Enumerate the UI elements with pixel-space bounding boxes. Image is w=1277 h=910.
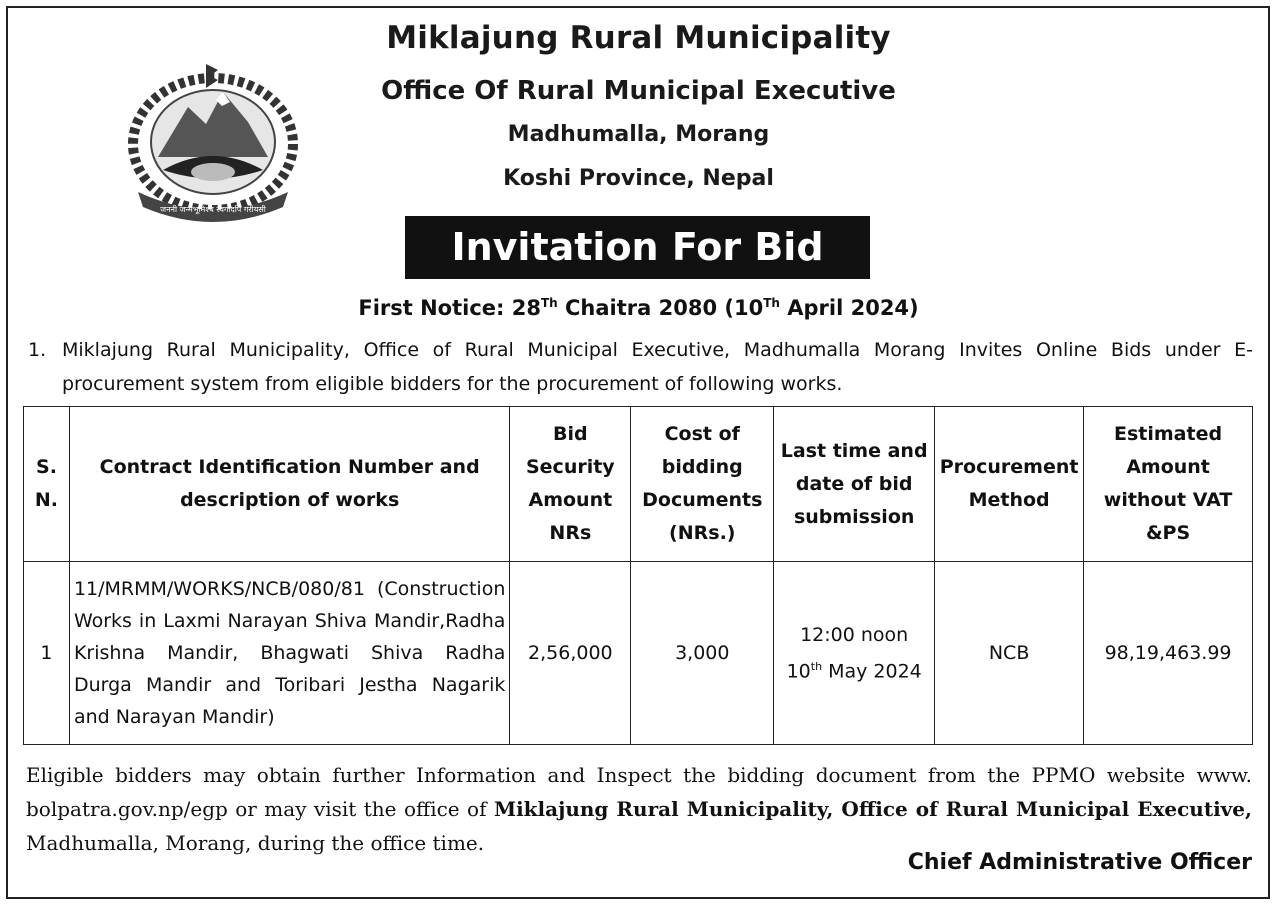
cell-bid-security: 2,56,000 [510, 562, 631, 745]
bid-table [23, 406, 1253, 745]
header-cost: Cost of bidding Documents (NRs.) [631, 407, 774, 562]
cell-cost: 3,000 [631, 562, 774, 745]
footer-office-name: Miklajung Rural Municipality, Office of Rural Municipal Executive, [493, 797, 1252, 821]
location-line: Madhumalla, Morang [507, 122, 770, 147]
header-description: Contract Identification Number and description of works [69, 407, 509, 562]
province-line: Koshi Province, Nepal [503, 166, 774, 191]
cell-estimated: 98,19,463.99 [1084, 562, 1253, 745]
emblem-motto: जननी जन्मभूमिश्च स्वर्गादपि गरीयसी [160, 205, 266, 214]
signature-title: Chief Administrative Officer [907, 850, 1252, 875]
cell-last-time: 12:00 noon 10th May 2024 [774, 562, 935, 745]
footer-paragraph: Eligible bidders may obtain further Information and Inspect the bidding document from the PPMO website www. bolpatra.gov.np/egp or may visit the office of Miklajung Rural Municipality, Office of Rural Municipal Executive, Madhumalla, Morang, during the office time. [26, 763, 1252, 855]
table-header-row [24, 407, 1253, 562]
invitation-banner: Invitation For Bid [405, 216, 870, 279]
table-row [24, 562, 1253, 745]
header-method: Procurement Method [935, 407, 1084, 562]
cell-method: NCB [935, 562, 1084, 745]
intro-paragraph [28, 333, 1253, 401]
header-bid-security: Bid Security Amount NRs [510, 407, 631, 562]
intro-text: Miklajung Rural Municipality, Office of Rural Municipal Executive, Madhumalla Morang Invites Online Bids under E-procurement system from eligible bidders for the procurement of following works. [62, 339, 1253, 395]
first-notice: First Notice: 28Th Chaitra 2080 (10Th April 2024) [358, 296, 919, 320]
cell-description: 11/MRMM/WORKS/NCB/080/81 (Construction Works in Laxmi Narayan Shiva Mandir,Radha Krishna Mandir, Bhagwati Shiva Radha Durga Mandir and Toribari Jestha Nagarik and Narayan Mandir) [69, 562, 509, 745]
municipality-title: Miklajung Rural Municipality [386, 20, 891, 56]
cell-sn: 1 [24, 562, 70, 745]
office-title: Office Of Rural Municipal Executive [381, 76, 896, 106]
header-sn: S. N. [24, 407, 70, 562]
header-last-time: Last time and date of bid submission [774, 407, 935, 562]
intro-number: 1. [28, 339, 47, 361]
header-estimated: Estimated Amount without VAT &PS [1084, 407, 1253, 562]
